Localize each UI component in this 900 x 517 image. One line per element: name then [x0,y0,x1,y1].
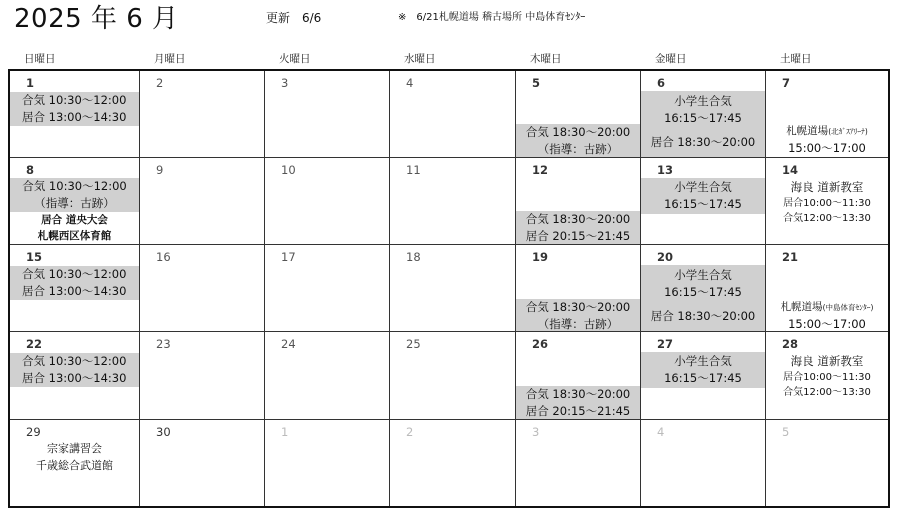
weekday-friday: 金曜日 [655,53,687,65]
schedule-line: 合気 10:30～12:00 [22,354,127,368]
day-number: 2 [406,425,414,439]
weekday-wednesday: 水曜日 [404,53,436,65]
day-number: 1 [26,76,35,90]
day-number: 3 [281,76,289,90]
schedule-line: 合気12:00～13:30 [783,387,871,398]
weekday-saturday: 土曜日 [780,53,812,65]
day-number: 13 [657,163,674,177]
venue-label: 札幌道場(北ｶﾞｽｱﾘｰﾅ) [786,125,868,137]
schedule-line: 居合10:00～11:30 [783,198,871,209]
day-cell-mon[interactable] [140,245,265,332]
venue-label: 札幌道場(中島体育ｾﾝﾀｰ) [780,301,874,313]
day-cell-thu[interactable] [516,71,641,158]
day-cell-mon[interactable] [140,71,265,158]
day-cell-mon[interactable] [140,420,265,506]
schedule-line: （指導：古跡） [34,196,115,210]
day-number: 27 [657,337,674,351]
practice-schedule [516,299,640,332]
day-cell-sun[interactable] [10,158,140,245]
schedule-line: 小学生合気 [674,180,732,194]
schedule-line: 合気12:00～13:30 [783,213,871,224]
weekday-monday: 月曜日 [154,53,186,65]
day-cell-sat[interactable] [766,332,888,420]
schedule-line: 居合 20:15～21:45 [525,404,631,418]
day-cell-mon[interactable] [140,158,265,245]
schedule-line: 合気 18:30～20:00 [525,125,631,139]
day-number: 1 [281,425,289,439]
practice-schedule [10,266,139,300]
practice-schedule [641,265,765,332]
practice-schedule [516,124,640,158]
practice-schedule [641,178,765,214]
event-venue: 千歳総合武道館 [36,459,113,472]
day-cell-fri[interactable] [641,420,766,506]
day-number: 6 [657,76,666,90]
schedule-line: 合気 10:30～12:00 [22,267,127,281]
day-cell-tue[interactable] [265,332,390,420]
day-cell-sun[interactable] [10,332,140,420]
schedule-line: 居合 13:00～14:30 [22,371,127,385]
day-number: 19 [532,250,549,264]
day-cell-tue[interactable] [265,420,390,506]
schedule-line: 合気 18:30～20:00 [525,300,631,314]
day-number: 14 [782,163,799,177]
day-number: 7 [782,76,791,90]
day-cell-mon[interactable] [140,332,265,420]
day-cell-tue[interactable] [265,158,390,245]
weekday-header [8,52,890,66]
practice-schedule [10,178,139,212]
schedule-line: 16:15～17:45 [664,285,742,299]
day-number: 21 [782,250,799,264]
weekday-sunday: 日曜日 [24,53,56,65]
event-venue: 札幌西区体育館 [37,230,112,242]
day-number: 30 [156,425,171,439]
day-cell-tue[interactable] [265,71,390,158]
day-cell-thu[interactable] [516,420,641,506]
day-cell-sun[interactable] [10,71,140,158]
day-cell-tue[interactable] [265,245,390,332]
class-name: 海良 道新教室 [790,354,864,368]
schedule-line: 小学生合気 [674,354,732,368]
day-cell-fri[interactable] [641,245,766,332]
practice-schedule [641,352,765,388]
day-cell-sat[interactable] [766,245,888,332]
schedule-line: 合気 18:30～20:00 [525,212,631,226]
day-number: 16 [156,250,171,264]
day-number: 25 [406,337,421,351]
day-cell-fri[interactable] [641,332,766,420]
practice-schedule [10,92,139,126]
day-cell-wed[interactable] [390,332,516,420]
day-number: 11 [406,163,421,177]
day-number: 15 [26,250,43,264]
day-number: 12 [532,163,549,177]
day-number: 3 [532,425,540,439]
day-cell-sun[interactable] [10,245,140,332]
practice-schedule [10,353,139,387]
schedule-line: 居合 13:00～14:30 [22,284,127,298]
day-number: 22 [26,337,43,351]
class-name: 海良 道新教室 [790,180,864,194]
event-title: 居合 道央大会 [41,214,108,226]
day-number: 23 [156,337,171,351]
day-number: 4 [406,76,414,90]
schedule-line: 合気 18:30～20:00 [525,387,631,401]
day-number: 2 [156,76,164,90]
schedule-line: 合気 10:30～12:00 [22,179,127,193]
day-number: 5 [782,425,790,439]
day-number: 8 [26,163,35,177]
schedule-line: 居合10:00～11:30 [783,372,871,383]
day-cell-thu[interactable] [516,245,641,332]
schedule-line: 小学生合気 [674,268,732,282]
day-cell-sat[interactable] [766,71,888,158]
day-number: 5 [532,76,541,90]
day-cell-wed[interactable] [390,245,516,332]
event-title: 宗家講習会 [47,442,102,455]
schedule-line: （指導：古跡） [537,317,619,331]
day-cell-wed[interactable] [390,420,516,506]
time-label: 15:00～17:00 [788,317,866,331]
practice-schedule [641,91,765,158]
schedule-line: 16:15～17:45 [664,371,742,385]
schedule-line: 居合 13:00～14:30 [22,110,127,124]
schedule-line: 小学生合気 [674,94,732,108]
month-calendar [8,69,890,508]
day-number: 24 [281,337,296,351]
schedule-line: 16:15～17:45 [664,197,742,211]
day-cell-sat[interactable] [766,420,888,506]
day-cell-wed[interactable] [390,71,516,158]
day-number: 17 [281,250,296,264]
day-number: 18 [406,250,421,264]
day-cell-sat[interactable] [766,158,888,245]
day-number: 20 [657,250,674,264]
schedule-line: （指導：古跡） [537,142,619,156]
day-number: 28 [782,337,799,351]
calendar-title: 2025 年 6 月 [14,4,179,34]
schedule-line: 居合 18:30～20:00 [650,135,756,149]
day-cell-thu[interactable] [516,332,641,420]
time-label: 15:00～17:00 [788,141,866,155]
practice-schedule [516,211,640,245]
schedule-line: 16:15～17:45 [664,111,742,125]
weekday-thursday: 木曜日 [530,53,562,65]
practice-schedule [516,386,640,420]
weekday-tuesday: 火曜日 [279,53,311,65]
day-number: 4 [657,425,665,439]
venue-note: ※ 6/21札幌道場 稽古場所 中島体育ｾﾝﾀｰ [398,12,586,23]
schedule-line: 居合 20:15～21:45 [525,229,631,243]
update-date: 更新 6/6 [266,11,322,25]
day-cell-fri[interactable] [641,71,766,158]
day-number: 10 [281,163,296,177]
day-number: 26 [532,337,549,351]
schedule-line: 合気 10:30～12:00 [22,93,127,107]
day-cell-wed[interactable] [390,158,516,245]
day-cell-sun[interactable] [10,420,140,506]
day-number: 29 [26,425,41,439]
day-cell-thu[interactable] [516,158,641,245]
schedule-line: 居合 18:30～20:00 [650,309,756,323]
day-number: 9 [156,163,164,177]
day-cell-fri[interactable] [641,158,766,245]
